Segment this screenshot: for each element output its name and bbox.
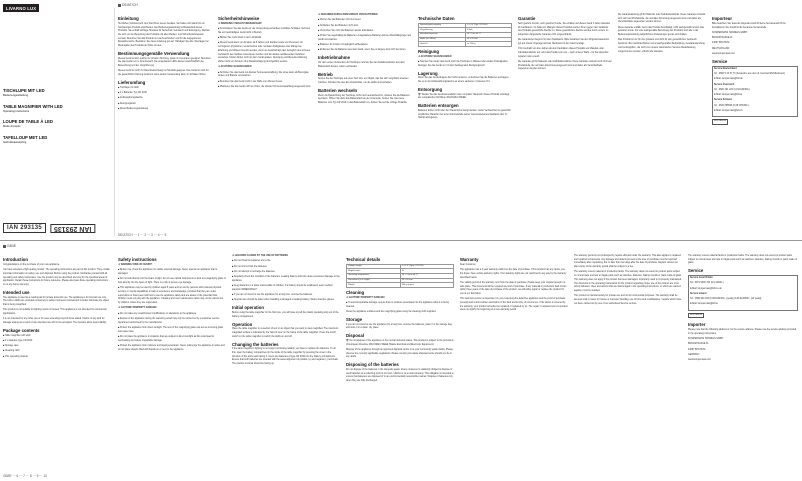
paragraph: Sehr geehrte Kundin, sehr geehrter Kunde, Sie erhalten auf dieses Gerät 3 Jahre Garantie ab Kaufdatum. Im Falle von Mängeln dieses Produkts stehen Ihnen gegen den Verkäufer des Produkts gesetzliche Rechte zu. Diese gesetzlichen Rechte werden durch unsere im Folgenden dargestellte Garantie nicht eingeschränkt.	[518, 22, 611, 36]
ian-label: IAN 293135	[688, 313, 704, 319]
heading: Betrieb	[318, 71, 333, 77]
title-en-sub: Operating instructions	[3, 109, 30, 113]
address-line: 44867 BOCHUM	[688, 348, 706, 351]
de-column-2	[218, 14, 312, 91]
heading: Batterien wechseln	[318, 88, 358, 94]
heading: Disposal	[346, 333, 364, 339]
paragraph: Herzlichen Glückwunsch zum Kauf Ihres neuen Gerätes. Sie haben sich damit für ein hochwertiges Produkt entschieden. Die Bedienungsanleitung ist Bestandteil dieses Produkts. Sie enthält wichtige Hinweise für Sicherheit, Gebrauch und Entsorgung. Machen Sie sich vor der Benutzung des Produkts mit allen Bedien- und Sicherheitshinweisen vertraut. Benutzen Sie das Produkt nur wie beschrieben und für die angegebenen Einsatzbereiche. Bewahren Sie diese Anleitung gut auf. Händigen Sie alle Unterlagen bei Weitergabe des Produkts an Dritte mit aus.	[118, 22, 210, 48]
paragraph: ■ If you do not intend to use the appliance for a long time, remove the batteries.	[232, 294, 313, 297]
heading: Cleaning	[346, 290, 365, 296]
list-item: ■ Tischlupe mit LED	[118, 86, 139, 89]
paragraph: ■ To avoid irreparable damage, ensure that no moisture penetrates into the appliance while it is being cleaned.	[346, 302, 449, 308]
paragraph: Place the table magnifier on a section of text or an object that you want to view magnified. The maximum magnified surface is indicated by the 'field of view' on the frame of the table magnifier. Press the on/off switch on the table magnifier to switch the LEDs on and off.	[232, 328, 339, 338]
heading: Garantie	[518, 16, 536, 22]
warning-text: CAUTION! PROPERTY DAMAGE!	[120, 307, 157, 310]
paragraph: This warranty service is dependent on you presenting the defective appliance and the proof of purchase (receipt) and a short written description of the fault and its time of occurrence. If the defect is covered by the warranty, your product will either be repaired or replaced by us. The repair or replacement of a product does not signify the beginning of a new warranty period.	[460, 298, 568, 312]
heading: Intended use	[3, 290, 30, 295]
table-cell: Maße (ø x Höhe)	[419, 37, 466, 42]
gb-column-7	[688, 255, 798, 364]
warning-text: HAZARDS CAUSED BY THE USE OF BATTERIES	[234, 255, 288, 257]
heading: Changing the batteries	[232, 341, 279, 347]
paragraph: Congratulations on the purchase of your new appliance.	[3, 263, 60, 266]
paragraph: If the table magnifier's lighting is no longer functioning reliably, you have to replace the batteries. To do this, open the battery compartment in the inside of the table magnifier by pressing the cover in the direction of the arrow and raising it. Insert two batteries of type CR 2032 into the battery compartment. Ensure that both batteries are inserted with the same alignment of positive (+) and negative (-) terminals. The positive terminal should be facing up.	[232, 348, 339, 366]
warning-icon: ⚠	[218, 66, 221, 69]
brand-logo: LIVARNO LUX	[3, 4, 39, 12]
paragraph: Bitte beachten Sie, dass die folgende Anschrift keine Serviceanschrift ist. Kontaktieren Sie zunächst die benannte Servicestelle.	[712, 22, 787, 29]
list-item: ■ 2 x Batterien Typ CR 2016	[118, 92, 147, 94]
title-en-main: TABLE MAGNIFIER WITH LED	[3, 103, 63, 109]
gb-column-1	[3, 255, 111, 361]
warning-text: WARNUNG! VERLETZUNGSGEFAHR!	[220, 22, 262, 25]
paragraph: Batterien dürfen nicht über den Hausmüll entsorgt werden. Jeder Verbraucher ist gesetzlich verpflichtet, Batterien bei einer Sammelstelle seiner Gemeinde/seines Stadtteils oder im Handel abzugeben.	[418, 109, 511, 120]
heading: Service	[688, 268, 704, 274]
paragraph: ■ Special care should be taken when handling a damaged or leaking battery. Wear protective gloves.	[232, 299, 335, 302]
paragraph: ■ Tauchen Sie weder das Gerät noch die Tischlupe in Wasser oder andere Flüssigkeiten. Reinigen Sie das Gerät nur mit dem beiliegenden Reinigungstuch.	[418, 61, 509, 67]
gb-column-5	[460, 255, 568, 315]
paragraph: The validity period of the warranty runs from the date of purchase. Please keep your original receipt in a safe place. This document will be required as proof of purchase. If any material or production fault occurs within three years of the date of purchase of the product, we will either repair or replace the product for you at our discretion.	[460, 281, 567, 295]
page-numbers: DE/AT/CH ··· 1 ··· 2 ··· 3 ··· 4 ··· 5	[118, 233, 167, 237]
table-cell: Gewicht	[419, 42, 466, 47]
heading: Technical details	[346, 257, 381, 263]
paragraph: Das Produkt ist nur für den privaten und nicht für den gewerblichen Gebrauch bestimmt. Bei missbräuchlicher und unsachgemäßer Behandlung, Gewaltanwendung und bei Eingriffen, die nicht von unserer autorisierten Service-Niederlassung vorgenommen wurden, erlischt die Garantie.	[618, 39, 705, 53]
paragraph: The warranty covers material faults or production faults. The warranty does not extend to product parts subject to normal wear and tear or fragile parts such as switches, batteries, baking moulds or parts made of glass.	[688, 255, 798, 265]
table-cell: Spannungsversorgung	[419, 23, 466, 28]
table-cell: Betriebstemperatur	[419, 33, 466, 38]
warning-text: ACHTUNG! SACHSCHADEN	[220, 66, 252, 69]
paragraph: The warranty period is not prolonged by repairs effected under the warranty. This also applies to replaced and repaired components. Any damage and defects present at the time of purchase must be reported immediately after unpacking, but no later than two days after the date of purchase. Repairs carried out after expiry of the warranty period shall be subject to a fee.	[574, 255, 681, 269]
heading: Lagerung	[418, 70, 438, 76]
paragraph: Die Garantie gilt für Material- oder Fabrikationsfehler. Diese Garantie erstreckt sich nicht auf Produktteile, die normaler Abnutzung ausgesetzt sind und daher als Verschleißteile angesehen werden können.	[518, 61, 612, 71]
heading: Disposing of the batteries	[346, 362, 399, 368]
address-line: BURGSTRASSE 21	[712, 37, 733, 40]
list-item: ■ 2 x batteries type CR 2016	[3, 339, 33, 342]
list-item: ■ Storage case	[3, 345, 19, 348]
service-tel: Tel.: 0842 665566 (0,08 CHF/Min.)	[714, 104, 750, 107]
table-cell: 200 g approx.	[400, 283, 453, 288]
page-top-german	[0, 0, 802, 240]
paragraph: Vor dem ersten Verwenden der Tischlupe nehmen Sie den Isolationsstreifen aus dem Batteriefach heraus, sofern vorhanden.	[318, 62, 405, 68]
warning-heading	[218, 23, 312, 27]
paragraph: ■ Keep batteries in a place inaccessible to children. If a battery should be swallowed, seek medical attention IMMEDIATELY!	[232, 285, 333, 291]
warning-heading	[318, 14, 412, 18]
paragraph: Do not dispose of the batteries in the domestic waste. Every consumer is statutorily obliged to dispose of used batteries at a collecting point in his town / district or at a retail company. This obligation is intended to ensure that batteries are disposed of in an environmentally responsible manner. Dispose of batteries only when they are fully discharged.	[346, 368, 454, 383]
title-nl-main: TAFELLOUP MET LED	[3, 134, 48, 140]
paragraph: ■ Platzieren Sie das Gerät nicht an Orten, die direkter Sonneneinstrahlung ausgesetzt sind.	[218, 85, 311, 88]
heading: Sicherheitshinweise	[218, 16, 260, 22]
warning-icon: ⚠	[346, 296, 349, 299]
website-link[interactable]: www.kompernass.com	[712, 53, 735, 56]
warning-text: WARNING! RISK OF INJURY!	[120, 263, 153, 266]
heading: Importeur	[712, 16, 733, 22]
service-name: Service Schweiz	[714, 99, 732, 102]
warning-icon: ⚠	[232, 255, 235, 257]
paragraph-text: Werfen Sie das Gerät keinesfalls in den normalen Hausmüll. Dieses Produkt unterliegt der europäischen Richtlinie 2012/19/EU WEEE.	[418, 93, 510, 100]
paragraph: ■ Protect the appliance from direct sunlight. The lens of the magnifying glass can act as a burning glass and cause fires.	[118, 326, 224, 333]
heading: Importer	[688, 322, 706, 328]
title-de-main: TISCHLUPE MIT LED	[3, 88, 45, 93]
paragraph: You have selected a high-quality product. The operating instructions are part of this product. They contain important information on safety, use and disposal. Before using the product, familiarise yourself with all operating and safety instructions. Use the product only as described and only for the specified areas of application. Retain these instructions for future reference. Please also pass these operating instructions on to any future owner(s).	[3, 269, 110, 286]
service-tel: Tel.: 0871 5000 720 (£ 0.10/Min.)	[690, 282, 724, 285]
tech-table	[346, 264, 454, 288]
title-nl-sub: Gebruiksaanwijzing	[3, 141, 27, 145]
paragraph: ■ Entfernen Sie die Batterien aus dem Gerät, wenn Sie es längere Zeit nicht benutzen.	[318, 49, 407, 52]
lang-marker-icon	[118, 4, 121, 7]
paragraph: Diese Garantie entfällt, wenn das Produkt beschädigt, nicht sachgemäß benutzt oder gewartet wurde. Für eine sachgemäße Benutzung des Produkts sind alle in der Bedienungsanleitung aufgeführten Anweisungen genau einzuhalten.	[618, 26, 705, 37]
wheelie-bin-icon: 🗑	[346, 339, 349, 342]
title-fr	[3, 119, 113, 130]
paragraph: ■ Prüfen Sie regelmäßig die Batterien. Ausgelaufene Batterien können Beschädigungen am Gerät verursachen.	[318, 35, 412, 41]
header-lang-text: DE/AT/CH	[122, 3, 138, 7]
list-item: ■ Diese Bedienungsanleitung	[118, 107, 148, 110]
table-row	[419, 42, 512, 47]
heading: Batterien entsorgen	[418, 103, 459, 109]
paragraph: ■ Schließen Sie die Batterien nicht kurz.	[318, 24, 359, 27]
heading: Initial operation	[232, 305, 264, 311]
warning-icon: ⚠	[118, 263, 121, 266]
paragraph: ■ Expose to the appliance during the warranty period may only be carried out by a customer service department authorised by the manufacturer.	[118, 317, 220, 324]
paragraph: Dispose of the appliance through an approved disposal centre or at your community waste facility. Please observe the currently applicable regulations. Please contact your waste disposal centre should you be in any doubt.	[346, 348, 453, 359]
table-cell: Voltage supply	[347, 264, 401, 269]
warning-heading	[218, 66, 312, 70]
paragraph: Wenn die Beleuchtung der Tischlupe nicht mehr ausreichend ist, müssen Sie die Batterien wechseln. Öffnen Sie dazu das Batteriefach an der Unterseite. Setzen Sie zwei neue Batterien vom Typ CR 2016 in das Batteriefach ein. Achten Sie auf die richtige Polarität.	[318, 94, 410, 105]
address-line: KOMPERNASS HANDELS GMBH	[688, 337, 724, 340]
paragraph: ■ Do not place the appliance in locations that are subject to direct sunlight as this could lead to overheating and cause irreparable damage.	[118, 335, 215, 342]
wheelie-bin-icon: 🗑	[418, 93, 421, 96]
heading: Bestimmungsgemäße Verwendung	[118, 51, 190, 57]
ian-label: IAN 293135	[3, 223, 46, 233]
paragraph: Before using the table magnifier for the first time, you will have to pull the plastic insulating strip out of the battery compartment.	[232, 312, 339, 318]
paragraph: ■ Do not look directly into the beam of light. Do not use optical instruments to look at a magnifying glass or look directly into the beam of light. There is a risk of severe eye damage.	[118, 278, 226, 284]
heading: Entsorgung	[418, 87, 443, 93]
paragraph: ■ Regularly check the condition of the batteries. Leaking battery acid can cause permanent damage to the appliance.	[232, 276, 340, 282]
paragraph: Die Garantieleistung gilt für Material- oder Fabrikationsfehler. Diese Garantie erstreckt sich nicht auf Produktteile, die normaler Abnutzung ausgesetzt sind und daher als Verschleißteile angesehen werden können.	[618, 14, 706, 24]
paragraph: Tritt innerhalb von drei Jahren ab dem Kaufdatum dieses Produkts ein Material- oder Fabrikationsfehler auf, wird das Produkt von uns – nach unserer Wahl – für Sie kostenlos repariert oder ersetzt.	[518, 48, 609, 58]
paragraph: Die Garantiezeit beginnt mit dem Kaufdatum. Bitte bewahren Sie den Original-Kassenbon gut auf. Diese Unterlage wird als Nachweis für den Kauf benötigt.	[518, 39, 610, 45]
paragraph: ■ Blicken Sie nicht direkt in den Lichtstrahl.	[218, 37, 262, 40]
table-cell: Operating temperature	[347, 274, 401, 279]
header-lang-gb	[3, 244, 16, 248]
service-name: Service Great Britain	[690, 277, 713, 279]
table-cell: 2 x 3 V (Type CR 2016)	[400, 264, 453, 269]
paragraph: Dear Customer,	[460, 263, 477, 266]
de-column-3	[318, 14, 412, 107]
service-mail[interactable]: E-Mail: kompernass@lidl.ch	[714, 110, 743, 113]
heading: Storage	[346, 317, 362, 323]
service-box	[712, 66, 798, 118]
warning-heading	[118, 307, 226, 311]
list-item: ■ This operating manual	[3, 355, 28, 358]
list-item: ■ Table magnifier with LED	[3, 334, 31, 337]
table-cell: Magnification	[347, 269, 401, 274]
table-cell: 3x	[400, 269, 453, 274]
lang-marker-icon	[3, 245, 6, 248]
service-name: Service Deutschland	[714, 67, 737, 70]
heading: Inbetriebnahme	[318, 55, 350, 61]
paragraph-text: Do not dispose of the appliance in the normal domestic waste. This product is subject to the provisions of European Directive 2012/19/EU WEEE (Waste Electrical and Electronic Equipment).	[346, 339, 454, 346]
address-line: KOMPERNASS HANDELS GMBH	[712, 31, 748, 34]
paragraph: ■ Batterien für Kinder unzugänglich aufbewahren.	[318, 44, 369, 47]
title-fr-sub: Mode d'emploi	[3, 125, 21, 129]
service-name: Service Österreich	[714, 83, 735, 86]
table-cell: 93 x 26 mm	[465, 37, 511, 42]
title-en	[3, 104, 113, 115]
service-name: Service Ireland	[690, 292, 707, 295]
warning-heading	[346, 297, 454, 301]
table-cell: ca. 200 g	[465, 42, 511, 47]
heading: Lieferumfang	[118, 80, 146, 86]
address-line: GERMANY	[688, 353, 700, 356]
paragraph: ■ Do not make any unauthorised modifications or alterations to the appliance.	[118, 312, 197, 315]
paragraph: The appliance is used as a reading aid for private domestic use. The appliance is for internal use only. The built-in LEDs are provided exclusively to deliver improved contrast and to better illuminate the object that is being magnified.	[3, 296, 110, 306]
warning-icon: ⚠	[418, 55, 421, 58]
paragraph: ■ Schützen Sie das Gerät vor direkter Sonneneinstrahlung. Die Linse kann als Brennglas wirken und Brände verursachen.	[218, 71, 309, 78]
service-mail[interactable]: E-Mail: kompernass@lidl.at	[714, 94, 742, 97]
service-box	[688, 275, 798, 311]
heading: Service	[712, 59, 728, 65]
paragraph: Clean the appliance surfaces and the magnifying glass using the cleaning cloth supplied.	[346, 311, 437, 314]
service-tel: Tel.: 1890 930 034 (0,08 EUR/Min., [peak]) (0,06 EUR/Min., [off peak])	[690, 298, 762, 301]
paragraph	[346, 340, 454, 347]
gb-column-4	[346, 255, 454, 385]
product-titles	[3, 88, 113, 150]
address-line: DEUTSCHLAND	[712, 47, 730, 50]
paragraph: This appliance has a 3-year warranty valid from the date of purchase. If this product has any faults, you, the buyer, have certain statutory rights. Your statutory rights are not restricted in any way by the warranty described below.	[460, 269, 567, 279]
ian-label-rotated: IAN 293135	[50, 224, 95, 233]
paragraph: ■ Do not throw the batteries into a fire.	[232, 260, 272, 263]
title-de	[3, 88, 113, 99]
warning-icon: ⚠	[318, 14, 321, 16]
service-tel: Tel.: 0800 5 43 57 73 (Kostenfrei aus dem dt. Festnetz/Mobilfunknetz)	[714, 72, 785, 75]
heading: Operation	[232, 321, 253, 327]
title-de-sub: Bedienungsanleitung	[3, 94, 29, 98]
cover-panel	[0, 0, 114, 240]
heading: Technische Daten	[418, 16, 455, 22]
paragraph: Dieses Gerät ist als Leuchte zur privaten Nutzung, sowie im Innenraum geeignet. Benutzen Sie das Gerät nur im Innenbereich. Die eingebauten LEDs dienen ausschließlich der Beleuchtung und der Vergrößerung.	[118, 57, 211, 68]
table-cell: 93 x 26 mm	[400, 278, 453, 283]
header-lang-de	[118, 3, 138, 7]
divider	[114, 8, 115, 236]
warning-heading	[232, 255, 340, 259]
service-mail[interactable]: E-Mail: kompernass@lidl.de	[714, 78, 743, 81]
paragraph: ■ Dieses Gerät kann von Kindern ab 8 Jahren und darüber sowie von Personen mit verringerten physischen, sensorischen oder mentalen Fähigkeiten oder Mangel an Erfahrung und Wissen benutzt werden, wenn sie beaufsichtigt oder bezüglich des sicheren Gebrauchs des Gerätes unterwiesen wurden und die daraus resultierenden Gefahren verstehen. Kinder dürfen nicht mit dem Gerät spielen. Reinigung und Benutzer-Wartung dürfen nicht von Kindern ohne Beaufsichtigung durchgeführt werden.	[218, 42, 311, 63]
table-cell: 10 °C bis 40 °C	[465, 33, 511, 38]
service-mail[interactable]: E-Mail: kompernass@lidl.ie	[690, 303, 718, 306]
table-row	[347, 283, 454, 288]
gb-column-6	[574, 255, 682, 308]
table-cell: 2 x 3 V (Typ CR 2016)	[465, 23, 511, 28]
paragraph: ■ Do not short-circuit the batteries.	[232, 265, 268, 268]
warning-heading	[118, 264, 226, 268]
tech-table	[418, 23, 512, 47]
de-column-4	[418, 14, 512, 123]
warning-icon: ⚠	[218, 22, 221, 25]
paragraph: Wenn Sie das Gerät längere Zeit nicht benutzen, entnehmen Sie die Batterien und lagern Sie es in der Aufbewahrungstasche an einem sauberen, trockenen Ort.	[418, 77, 509, 84]
service-tel: Tel.: 0820 201 222 (0,15 EUR/Min.)	[714, 88, 751, 91]
service-mail[interactable]: E-Mail: kompernass@lidl.co.uk	[690, 287, 722, 290]
heading: Package contents	[3, 328, 40, 333]
paragraph: Please note that the following address is not the service address. Please use the service address provided in the operating instructions.	[688, 328, 797, 335]
header-lang-text: GB/IE	[7, 244, 17, 248]
paragraph: Setzen Sie die Tischlupe auf einen Text bzw. ein Objekt, das Sie sich vergrößert ansehen möchten. Drücken Sie den Ein-/Ausschalter, um die LEDs einzuschalten.	[318, 78, 409, 85]
heading: Introduction	[3, 257, 29, 263]
warning-text: CAUTION! PROPERTY DAMAGE!	[348, 296, 385, 299]
heading: Reinigung	[418, 49, 440, 55]
paragraph: It is not intended for any other use or for uses extending beyond those stated. Claims of any kind for damage arising as a result of non-intended use will not be accepted. The operator alone bears liability.	[3, 318, 107, 324]
list-item: ■ Reinigungstuch	[118, 102, 136, 105]
table-cell: 10 °C up to 40 °C	[400, 274, 453, 279]
warning-text: ACHTUNG! SACHSCHADEN	[420, 55, 452, 58]
paragraph: This product is not suitable for lighting rooms in houses. This appliance is not intended for commercial applications.	[3, 309, 107, 315]
page-bottom-english	[0, 241, 802, 481]
paragraph: ■ This appliance may be used by children aged 8 years and up and by persons with reduced physical, sensory or mental capabilities or lack of experience and knowledge, provided that they are under supervision or have been told how to use the appliance safely and are aware of the potential risks. Children must not play with the appliance. Cleaning and user maintenance tasks may not be carried out by children unless they are supervised.	[118, 287, 224, 304]
paragraph: ■ Protect the appliance from moisture and liquid penetration. Never submerge the appliance in water and do not place objects filled with liquids on or next to the appliance.	[118, 344, 225, 351]
table-cell: Vergrößerung	[419, 28, 466, 33]
gb-column-2	[118, 255, 226, 354]
paragraph: ■ Werfen Sie die Batterien nicht ins Feuer.	[318, 19, 362, 22]
paragraph: ■ Kontrollieren Sie das Gerät vor der Verwendung auf äußere sichtbare Schäden. Nehmen Sie ein beschädigtes Gerät nicht in Betrieb.	[218, 28, 311, 34]
table-cell: Weight	[347, 283, 401, 288]
de-column-1	[118, 14, 212, 113]
paragraph: ■ Versuchen Sie nicht die Batterien wieder aufzuladen.	[318, 29, 374, 32]
title-fr-main: LOUPE DE TABLE À LED	[3, 119, 53, 125]
warning-icon: ⚠	[118, 307, 121, 310]
list-item: ■ Aufbewahrungstasche	[118, 97, 143, 100]
de-column-5	[518, 14, 612, 74]
gb-column-3	[232, 255, 340, 368]
paragraph: Dieses Gerät ist nicht zur Raumbeleuchtung im Haushalt geeignet. Das Gerät ist nicht für die gewerbliche Nutzung bestimmt. Eine andere Verwendung kann zu Schäden führen.	[118, 70, 209, 77]
paragraph: ■ Benutzen Sie das Gerät nicht in der Nähe von offenem Feuer.	[218, 80, 283, 83]
title-nl	[3, 135, 113, 146]
paragraph	[418, 94, 512, 101]
warning-text: GEFAHREN DURCH DEN EINSATZ VON BATTERIEN	[320, 14, 378, 16]
table-cell: 3-fach	[465, 28, 511, 33]
address-line: 44867 BOCHUM	[712, 42, 730, 45]
website-link[interactable]: www.kompernass.com	[688, 359, 711, 362]
ian-label: IAN 293135	[712, 119, 728, 125]
table-cell: Dimensions (ø x height)	[347, 278, 401, 283]
paragraph: The warranty covers material or production faults. The warranty does not extend to product parts subject to normal wear and tear or fragile parts such as switches, batteries, baking moulds or parts made of glass. This warranty does not apply if the product has been damaged, improperly used or improperly maintained. The directions in the operating instructions for the product regarding proper use of the product are to be strictly followed. Uses and actions that are discouraged in the operating instructions, or which are warned against, must be avoided.	[574, 271, 682, 292]
paragraph: If you do not intend to use the appliance for a long time, remove the batteries, place it in the storage bag and store it in a clean, dry place.	[346, 323, 452, 330]
list-item: ■ Cleaning cloth	[3, 350, 20, 353]
paragraph: ■ Do not attempt to recharge the batteries.	[232, 270, 276, 273]
address-line: BURGSTRASSE 21	[688, 343, 709, 346]
paragraph: ■ Before use, check the appliance for visible external damage. Never operate an appliance that is damaged.	[118, 269, 218, 275]
paragraph: This product is intended solely for private use and not for commercial purposes. The warranty shall be deemed void in cases of misuse or improper handling, use of force and modifications / repairs which have not been carried out by one of our authorised Service centres.	[574, 295, 682, 305]
heading: Warranty	[460, 257, 479, 263]
heading: Einleitung	[118, 16, 139, 22]
de-column-7	[712, 14, 798, 127]
de-column-6	[618, 14, 706, 56]
warning-heading	[418, 56, 512, 60]
heading: Safety instructions	[118, 257, 157, 263]
page-numbers: GB/IE ··· 6 ··· 7 ··· 8 ··· 9 ··· 10	[3, 474, 47, 478]
